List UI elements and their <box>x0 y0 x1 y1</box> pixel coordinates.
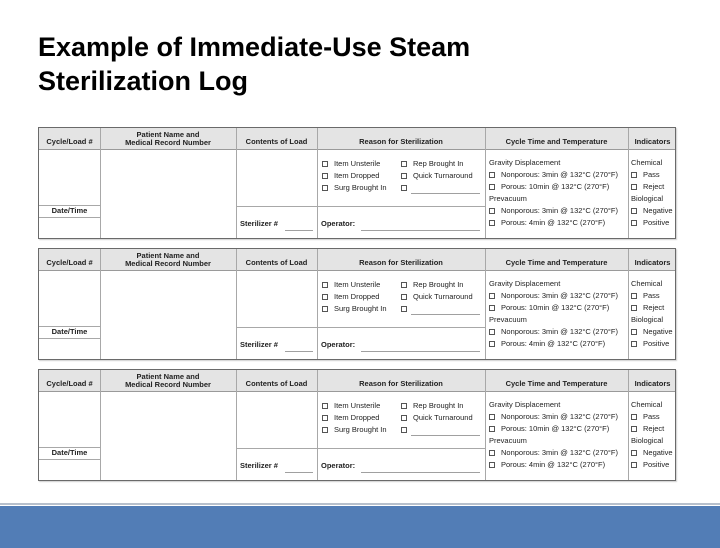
header-patient <box>100 128 236 150</box>
prevac-porous-checkbox[interactable]: Porous: 4min @ 132°C (270°F) <box>489 217 605 228</box>
header-patient-line-1: Patient Name and <box>136 371 200 381</box>
header-indicators: Indicators <box>634 378 671 388</box>
sterilization-log-entry-3 <box>38 369 676 481</box>
checkbox-icon <box>401 306 407 312</box>
prevac-nonporous-checkbox[interactable]: Nonporous: 3min @ 132°C (270°F) <box>489 326 618 337</box>
checkbox-icon <box>631 293 637 299</box>
checkbox-icon <box>401 282 407 288</box>
biological-negative-checkbox[interactable]: Negative <box>631 447 673 458</box>
header-contents: Contents of Load <box>245 378 308 388</box>
chemical-pass-checkbox[interactable]: Pass <box>631 411 660 422</box>
biological-negative-checkbox[interactable]: Negative <box>631 326 673 337</box>
gravity-displacement-heading: Gravity Displacement <box>489 279 561 288</box>
reason-item-dropped-checkbox[interactable]: Item Dropped <box>322 170 379 181</box>
checkbox-icon <box>631 462 637 468</box>
header-patient <box>100 370 236 392</box>
biological-heading: Biological <box>631 436 664 445</box>
checkbox-icon <box>489 172 495 178</box>
patient-record-input[interactable] <box>101 150 236 238</box>
footer-divider <box>0 503 720 505</box>
cycle-load-input[interactable] <box>39 150 100 205</box>
gravity-nonporous-checkbox[interactable]: Nonporous: 3min @ 132°C (270°F) <box>489 411 618 422</box>
checkbox-icon <box>489 341 495 347</box>
checkbox-icon <box>489 208 495 214</box>
slide-title-line-2: Sterilization Log <box>38 66 249 96</box>
checkbox-icon <box>631 220 637 226</box>
checkbox-icon <box>489 414 495 420</box>
operator-input[interactable] <box>361 230 480 231</box>
checkbox-icon <box>631 329 637 335</box>
chemical-pass-checkbox[interactable]: Pass <box>631 290 660 301</box>
header-reason: Reason for Sterilization <box>359 136 443 146</box>
checkbox-icon <box>489 305 495 311</box>
checkbox-icon <box>489 450 495 456</box>
reason-surg-brought-in-checkbox[interactable]: Surg Brought In <box>322 303 387 314</box>
sterilizer-label: Sterilizer # <box>240 461 278 470</box>
reason-other-checkbox[interactable] <box>401 182 413 193</box>
reason-item-unsterile-checkbox[interactable]: Item Unsterile <box>322 158 380 169</box>
header-patient-line-2: Medical Record Number <box>125 259 211 268</box>
checkbox-icon <box>631 172 637 178</box>
checkbox-icon <box>322 306 328 312</box>
biological-positive-checkbox[interactable]: Positive <box>631 217 669 228</box>
biological-negative-checkbox[interactable]: Negative <box>631 205 673 216</box>
chemical-reject-checkbox[interactable]: Reject <box>631 181 664 192</box>
header-reason: Reason for Sterilization <box>359 257 443 267</box>
checkbox-icon <box>631 184 637 190</box>
operator-label: Operator: <box>321 340 356 349</box>
prevacuum-heading: Prevacuum <box>489 315 527 324</box>
checkbox-icon <box>322 185 328 191</box>
reason-rep-brought-in-checkbox[interactable]: Rep Brought In <box>401 400 463 411</box>
date-time-input[interactable] <box>39 460 100 480</box>
checkbox-icon <box>489 220 495 226</box>
checkbox-icon <box>631 341 637 347</box>
header-patient-line-2: Medical Record Number <box>125 380 211 389</box>
header-indicators: Indicators <box>634 136 671 146</box>
reason-item-dropped-checkbox[interactable]: Item Dropped <box>322 291 379 302</box>
patient-record-input[interactable] <box>101 271 236 359</box>
chemical-reject-checkbox[interactable]: Reject <box>631 423 664 434</box>
gravity-nonporous-checkbox[interactable]: Nonporous: 3min @ 132°C (270°F) <box>489 290 618 301</box>
header-cycle-time: Cycle Time and Temperature <box>505 378 608 388</box>
header-patient-line-1: Patient Name and <box>136 129 200 139</box>
reason-other-checkbox[interactable] <box>401 424 413 435</box>
checkbox-icon <box>631 208 637 214</box>
gravity-displacement-heading: Gravity Displacement <box>489 400 561 409</box>
gravity-displacement-heading: Gravity Displacement <box>489 158 561 167</box>
checkbox-icon <box>489 184 495 190</box>
patient-record-input[interactable] <box>101 392 236 480</box>
prevac-nonporous-checkbox[interactable]: Nonporous: 3min @ 132°C (270°F) <box>489 447 618 458</box>
sterilizer-number-input[interactable] <box>285 230 313 231</box>
reason-item-dropped-checkbox[interactable]: Item Dropped <box>322 412 379 423</box>
chemical-heading: Chemical <box>631 279 663 288</box>
reason-quick-turnaround-checkbox[interactable]: Quick Turnaround <box>401 170 473 181</box>
chemical-reject-checkbox[interactable]: Reject <box>631 302 664 313</box>
contents-of-load-input[interactable] <box>237 392 317 447</box>
checkbox-icon <box>322 427 328 433</box>
reason-quick-turnaround-checkbox[interactable]: Quick Turnaround <box>401 291 473 302</box>
header-cycle-load: Cycle/Load # <box>46 378 93 388</box>
prevacuum-heading: Prevacuum <box>489 194 527 203</box>
gravity-porous-checkbox[interactable]: Porous: 10min @ 132°C (270°F) <box>489 423 609 434</box>
biological-heading: Biological <box>631 315 664 324</box>
checkbox-icon <box>401 294 407 300</box>
reason-other-checkbox[interactable] <box>401 303 413 314</box>
gravity-porous-checkbox[interactable]: Porous: 10min @ 132°C (270°F) <box>489 181 609 192</box>
checkbox-icon <box>322 282 328 288</box>
reason-surg-brought-in-checkbox[interactable]: Surg Brought In <box>322 182 387 193</box>
checkbox-icon <box>322 403 328 409</box>
checkbox-icon <box>401 185 407 191</box>
reason-rep-brought-in-checkbox[interactable]: Rep Brought In <box>401 279 463 290</box>
header-reason: Reason for Sterilization <box>359 378 443 388</box>
sterilizer-number-input[interactable] <box>285 351 313 352</box>
row-divider <box>236 206 485 207</box>
reason-surg-brought-in-checkbox[interactable]: Surg Brought In <box>322 424 387 435</box>
header-patient <box>100 249 236 271</box>
row-divider <box>236 327 485 328</box>
header-cycle-time: Cycle Time and Temperature <box>505 257 608 267</box>
checkbox-icon <box>631 414 637 420</box>
header-indicators: Indicators <box>634 257 671 267</box>
sterilization-log-entry-2 <box>38 248 676 360</box>
cycle-load-input[interactable] <box>39 392 100 447</box>
chemical-heading: Chemical <box>631 158 663 167</box>
checkbox-icon <box>322 294 328 300</box>
header-cycle-load: Cycle/Load # <box>46 257 93 267</box>
header-contents: Contents of Load <box>245 257 308 267</box>
prevacuum-heading: Prevacuum <box>489 436 527 445</box>
sterilizer-number-input[interactable] <box>285 472 313 473</box>
biological-positive-checkbox[interactable]: Positive <box>631 338 669 349</box>
checkbox-icon <box>489 329 495 335</box>
operator-label: Operator: <box>321 219 356 228</box>
checkbox-icon <box>489 426 495 432</box>
checkbox-icon <box>322 173 328 179</box>
biological-positive-checkbox[interactable]: Positive <box>631 459 669 470</box>
slide-title <box>38 30 678 98</box>
checkbox-icon <box>489 462 495 468</box>
contents-of-load-input[interactable] <box>237 150 317 205</box>
gravity-porous-checkbox[interactable]: Porous: 10min @ 132°C (270°F) <box>489 302 609 313</box>
row-divider <box>236 448 485 449</box>
checkbox-icon <box>489 293 495 299</box>
reason-item-unsterile-checkbox[interactable]: Item Unsterile <box>322 279 380 290</box>
reason-other-input[interactable] <box>411 435 480 436</box>
checkbox-icon <box>401 161 407 167</box>
date-time-input[interactable] <box>39 339 100 359</box>
checkbox-icon <box>401 427 407 433</box>
checkbox-icon <box>401 173 407 179</box>
slide-title-line-1: Example of Immediate-Use Steam <box>38 32 471 62</box>
date-time-label: Date/Time <box>51 327 88 336</box>
reason-rep-brought-in-checkbox[interactable]: Rep Brought In <box>401 158 463 169</box>
operator-label: Operator: <box>321 461 356 470</box>
checkbox-icon <box>631 426 637 432</box>
sterilizer-label: Sterilizer # <box>240 219 278 228</box>
header-patient-line-1: Patient Name and <box>136 250 200 260</box>
checkbox-icon <box>322 161 328 167</box>
reason-other-input[interactable] <box>411 314 480 315</box>
cycle-load-input[interactable] <box>39 271 100 326</box>
header-contents: Contents of Load <box>245 136 308 146</box>
checkbox-icon <box>401 415 407 421</box>
contents-of-load-input[interactable] <box>237 271 317 326</box>
prevac-nonporous-checkbox[interactable]: Nonporous: 3min @ 132°C (270°F) <box>489 205 618 216</box>
sterilizer-label: Sterilizer # <box>240 340 278 349</box>
chemical-pass-checkbox[interactable]: Pass <box>631 169 660 180</box>
header-patient-line-2: Medical Record Number <box>125 138 211 147</box>
biological-heading: Biological <box>631 194 664 203</box>
prevac-porous-checkbox[interactable]: Porous: 4min @ 132°C (270°F) <box>489 459 605 470</box>
operator-input[interactable] <box>361 472 480 473</box>
date-time-label: Date/Time <box>51 206 88 215</box>
reason-other-input[interactable] <box>411 193 480 194</box>
checkbox-icon <box>401 403 407 409</box>
sterilization-log-entry-1 <box>38 127 676 239</box>
reason-item-unsterile-checkbox[interactable]: Item Unsterile <box>322 400 380 411</box>
date-time-label: Date/Time <box>51 448 88 457</box>
prevac-porous-checkbox[interactable]: Porous: 4min @ 132°C (270°F) <box>489 338 605 349</box>
chemical-heading: Chemical <box>631 400 663 409</box>
checkbox-icon <box>631 305 637 311</box>
operator-input[interactable] <box>361 351 480 352</box>
checkbox-icon <box>322 415 328 421</box>
header-cycle-load: Cycle/Load # <box>46 136 93 146</box>
header-cycle-time: Cycle Time and Temperature <box>505 136 608 146</box>
date-time-input[interactable] <box>39 218 100 238</box>
footer-bar <box>0 506 720 548</box>
checkbox-icon <box>631 450 637 456</box>
gravity-nonporous-checkbox[interactable]: Nonporous: 3min @ 132°C (270°F) <box>489 169 618 180</box>
reason-quick-turnaround-checkbox[interactable]: Quick Turnaround <box>401 412 473 423</box>
